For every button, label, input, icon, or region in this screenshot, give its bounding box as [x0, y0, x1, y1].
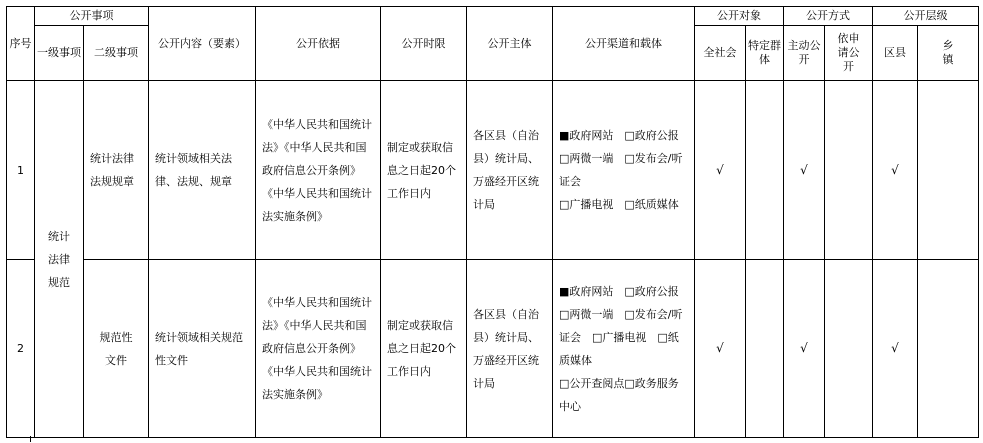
- row-all-society: [695, 81, 746, 260]
- row-time-limit: 制定或获取信息之日起20个工作日内: [381, 260, 467, 438]
- row-seq: 1: [7, 81, 35, 260]
- header-time-limit: 公开时限: [381, 7, 467, 81]
- header-content: 公开内容（要素）: [149, 7, 256, 81]
- disclosure-table: [6, 6, 979, 438]
- row-content: 统计领域相关规范性文件: [149, 260, 256, 438]
- row-township: [918, 81, 979, 260]
- row-subject: 各区县（自治县）统计局、万盛经开区统计局: [467, 260, 553, 438]
- footer-mark: [30, 436, 34, 442]
- row-township: [918, 260, 979, 438]
- channel-line: □两微一端 □发布会/听证会: [559, 152, 683, 188]
- row-level1: 统计法律规范: [35, 81, 84, 438]
- header-item: 公开事项: [35, 7, 149, 26]
- row-subject: 各区县（自治县）统计局、万盛经开区统计局: [467, 81, 553, 260]
- header-proactive: 主动公开: [784, 26, 825, 81]
- channel-line: ■政府网站 □政府公报: [559, 129, 679, 142]
- header-specific-group: 特定群体: [746, 26, 784, 81]
- row-content: 统计领域相关法律、法规、规章: [149, 81, 256, 260]
- row-on-request: [825, 81, 873, 260]
- header-on-request: 依申请公开: [825, 26, 873, 81]
- check-mark-icon: √: [891, 341, 899, 355]
- row-seq: 2: [7, 260, 35, 438]
- row-channel: [553, 260, 695, 438]
- check-mark-icon: √: [716, 341, 724, 355]
- row-level2: 统计法律法规规章: [84, 81, 149, 260]
- header-method: 公开方式: [784, 7, 873, 26]
- row-specific-group: [746, 260, 784, 438]
- channel-line: □公开查阅点□政务服务中心: [559, 376, 679, 413]
- header-county: 区县: [873, 26, 918, 81]
- header-township: 乡镇: [918, 26, 979, 81]
- row-county: [873, 260, 918, 438]
- row-channel: [553, 81, 695, 260]
- header-level1: 一级事项: [35, 26, 84, 81]
- header-subject: 公开主体: [467, 7, 553, 81]
- channel-line: □广播电视 □纸质媒体: [559, 198, 679, 211]
- header-seq: 序号: [7, 7, 35, 81]
- row-proactive: [784, 260, 825, 438]
- table-row: [7, 260, 979, 438]
- row-level2: 规范性文件: [84, 260, 149, 438]
- check-mark-icon: √: [800, 162, 808, 177]
- row-all-society: [695, 260, 746, 438]
- header-target: 公开对象: [695, 7, 784, 26]
- header-level: 公开层级: [873, 7, 979, 26]
- table-row: [7, 81, 979, 260]
- row-proactive: [784, 81, 825, 260]
- header-all-society: 全社会: [695, 26, 746, 81]
- check-mark-icon: √: [800, 341, 808, 355]
- header-channel: 公开渠道和载体: [553, 7, 695, 81]
- channel-line: □两微一端 □发布会/听证会 □广播电视 □纸质媒体: [559, 307, 683, 367]
- row-basis: 《中华人民共和国统计法》《中华人民共和国政府信息公开条例》《中华人民共和国统计法实施条例》: [256, 260, 381, 438]
- header-basis: 公开依据: [256, 7, 381, 81]
- check-mark-icon: √: [716, 162, 724, 177]
- row-specific-group: [746, 81, 784, 260]
- row-time-limit: 制定或获取信息之日起20个工作日内: [381, 81, 467, 260]
- check-mark-icon: √: [891, 162, 899, 177]
- row-county: [873, 81, 918, 260]
- channel-line: ■政府网站 □政府公报: [559, 284, 679, 298]
- row-on-request: [825, 260, 873, 438]
- row-basis: 《中华人民共和国统计法》《中华人民共和国政府信息公开条例》《中华人民共和国统计法实施条例》: [256, 81, 381, 260]
- header-level2: 二级事项: [84, 26, 149, 81]
